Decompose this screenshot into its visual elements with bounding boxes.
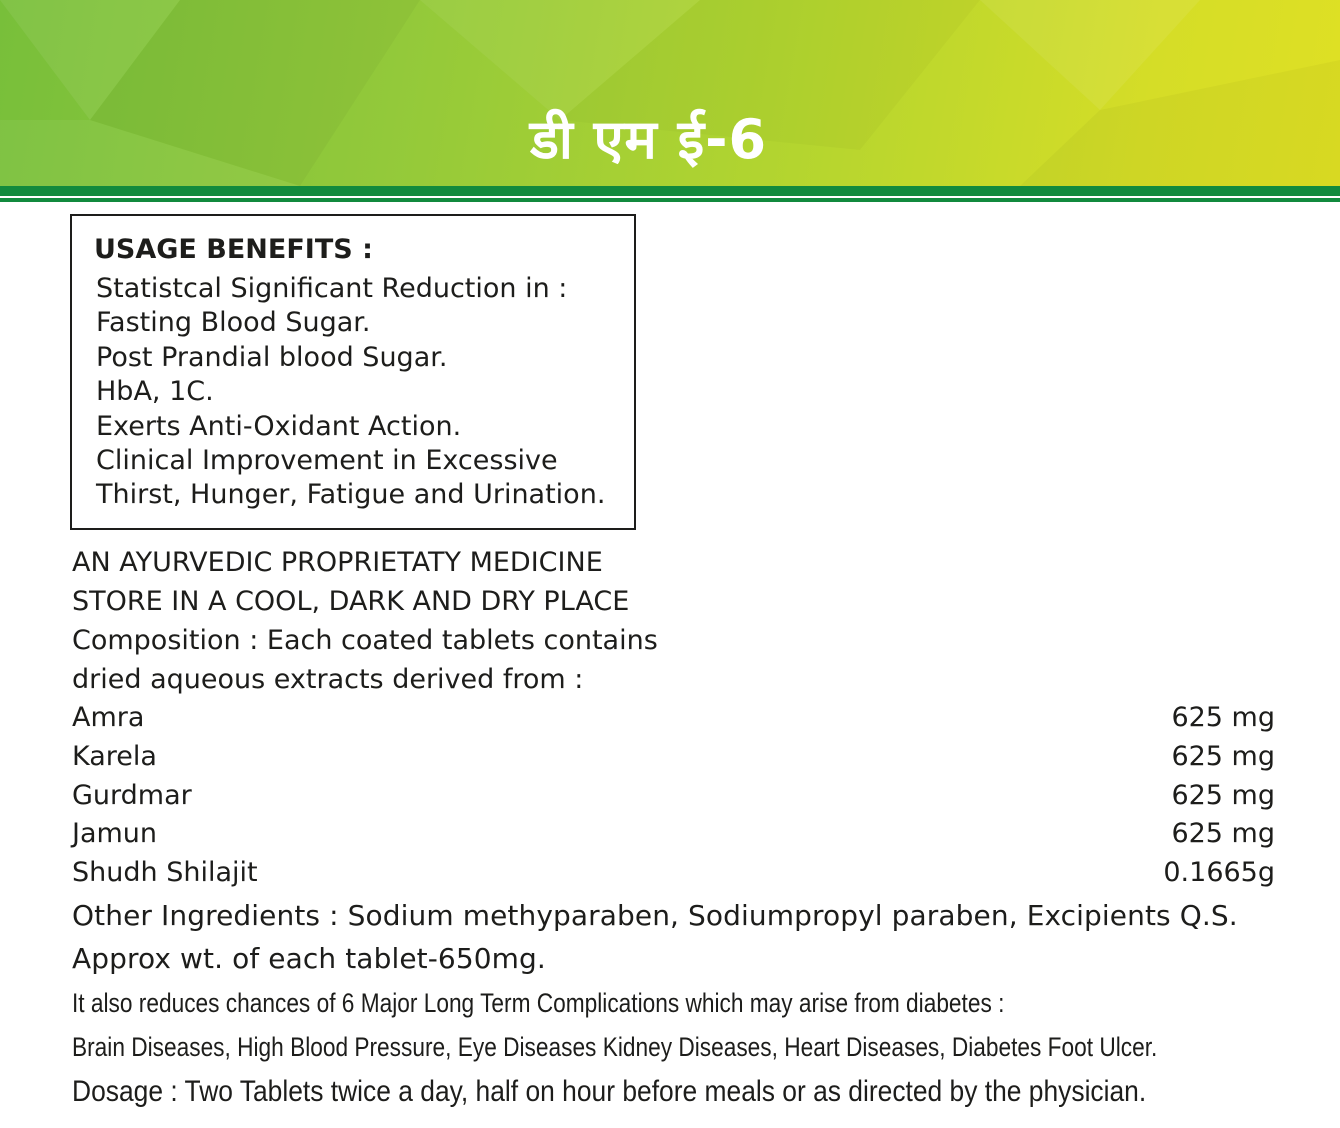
table-row	[72, 854, 1275, 893]
complications-intro: It also reduces chances of 6 Major Long Term Complications which may arise from diabetes :	[72, 988, 1005, 1018]
benefit-item: Statistcal Significant Reduction in :	[96, 273, 568, 304]
ingredient-amount: 625 mg	[1171, 818, 1275, 850]
table-row	[72, 777, 1275, 816]
usage-benefits-list	[96, 272, 605, 513]
composition-table	[72, 699, 1275, 893]
tablet-weight: Approx wt. of each tablet-650mg.	[72, 942, 546, 975]
benefit-item: Thirst, Hunger, Fatigue and Urination.	[96, 479, 606, 511]
ingredient-name: Gurdmar	[72, 779, 192, 811]
benefit-item: HbA, 1C.	[96, 376, 214, 408]
benefit-item: Fasting Blood Sugar.	[96, 307, 371, 339]
ingredient-name: Amra	[72, 702, 145, 733]
dosage-instructions: Dosage : Two Tablets twice a day, half on hour before meals or as directed by the physician.	[72, 1075, 1147, 1108]
ingredient-amount: 0.1665g	[1163, 857, 1275, 889]
header-banner	[0, 0, 1340, 186]
table-row	[72, 815, 1275, 854]
medicine-type: AN AYURVEDIC PROPRIETATY MEDICINE	[72, 547, 603, 578]
composition-intro-2: dried aqueous extracts derived from :	[72, 664, 584, 695]
composition-intro: Composition : Each coated tablets contains	[72, 625, 658, 656]
storage-instructions: STORE IN A COOL, DARK AND DRY PLACE	[72, 586, 630, 617]
benefit-item: Clinical Improvement in Excessive	[96, 445, 558, 477]
ingredient-name: Jamun	[72, 818, 158, 850]
benefit-item: Exerts Anti-Oxidant Action.	[96, 410, 462, 442]
other-ingredients: Other Ingredients : Sodium methyparaben, Sodiumpropyl paraben, Excipients Q.S.	[72, 899, 1238, 932]
table-row	[72, 738, 1275, 777]
table-row	[72, 699, 1275, 738]
header-divider-thin	[0, 198, 1340, 202]
complications-list: Brain Diseases, High Blood Pressure, Eye Diseases Kidney Diseases, Heart Diseases, Diabetes Foot Ulcer.	[72, 1032, 1158, 1062]
ingredient-name: Shudh Shilajit	[72, 857, 258, 889]
ingredient-name: Karela	[72, 740, 157, 772]
ingredient-amount: 625 mg	[1171, 779, 1275, 811]
usage-benefits-title: USAGE BENEFITS :	[94, 234, 373, 265]
ingredient-amount: 625 mg	[1171, 740, 1275, 772]
header-divider	[0, 186, 1340, 196]
benefit-item: Post Prandial blood Sugar.	[96, 341, 448, 373]
ingredient-amount: 625 mg	[1171, 702, 1275, 733]
product-name-hindi: डी एम ई-6	[530, 108, 768, 171]
usage-benefits-box	[70, 214, 636, 530]
